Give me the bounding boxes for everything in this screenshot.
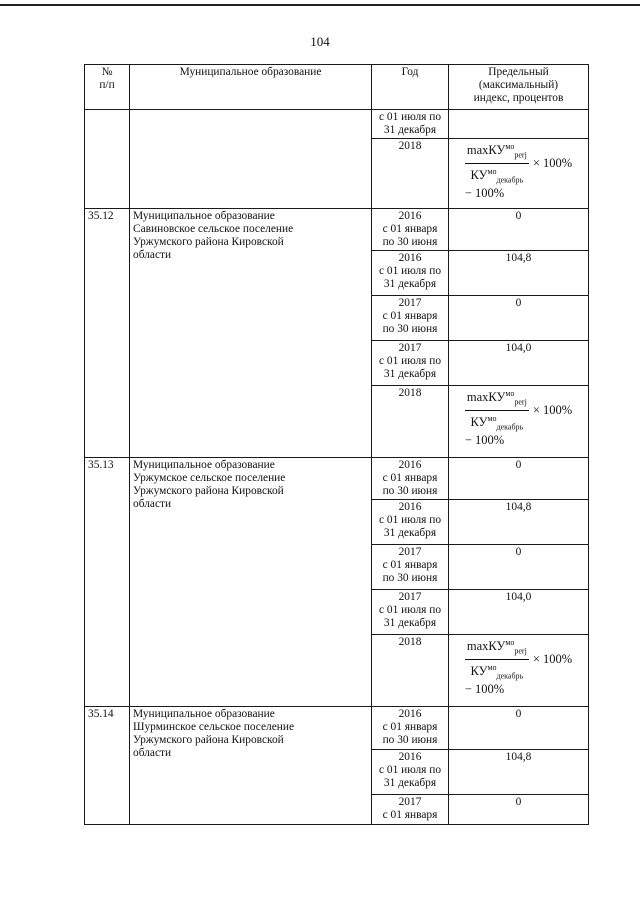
formula-denominator-main: КУ: [470, 167, 488, 182]
cell-municipality-name: Муниципальное образование Савиновское сельское поселение Уржумского района Кировской области: [130, 209, 372, 458]
formula-fraction-line: [465, 636, 572, 682]
table-row: [85, 110, 589, 139]
formula-numerator-sub: perj: [514, 150, 527, 160]
formula-numerator-sub: perj: [514, 646, 527, 656]
cell-max-index: 104,8: [449, 750, 589, 795]
table-row: [85, 209, 589, 251]
formula-minus: − 100%: [464, 682, 505, 697]
formula-multiplier: × 100%: [532, 155, 573, 170]
cell-max-index: 0: [449, 209, 589, 251]
formula-denominator-sub: декабрь: [496, 175, 524, 185]
formula-denominator: [465, 164, 529, 187]
cell-municipality-name: Муниципальное образование Уржумское сельское поселение Уржумского района Кировской области: [130, 458, 372, 707]
formula-numerator-sup: мо: [505, 638, 515, 647]
formula-fraction: [465, 636, 529, 682]
cell-year: 2018: [372, 139, 449, 209]
page-number: 104: [310, 34, 330, 49]
formula-numerator: [465, 140, 529, 164]
header-municipality: Муниципальное образование: [130, 65, 372, 110]
cell-year: 2017 с 01 июля по 31 декабря: [372, 590, 449, 635]
cell-max-index: 104,8: [449, 500, 589, 545]
cell-max-index: 0: [449, 707, 589, 750]
header-max-index: Предельный (максимальный) индекс, процентов: [449, 65, 589, 110]
formula-minus: − 100%: [464, 186, 505, 201]
formula-numerator-main: maxКУ: [466, 390, 506, 405]
formula-denominator-sub: декабрь: [496, 671, 524, 681]
cell-year: 2017 с 01 января по 30 июня: [372, 296, 449, 341]
cell-max-index: [449, 139, 589, 209]
cell-max-index: 104,0: [449, 590, 589, 635]
formula-numerator-main: maxКУ: [466, 143, 506, 158]
tariff-table: [84, 64, 589, 825]
cell-row-number: 35.12: [85, 209, 130, 458]
formula-fraction: [465, 140, 529, 186]
formula-fraction: [465, 387, 529, 433]
formula-denominator-sup: мо: [487, 166, 497, 176]
cell-year: 2017 с 01 июля по 31 декабря: [372, 341, 449, 386]
cell-year: 2016 с 01 июля по 31 декабря: [372, 500, 449, 545]
cell-year: с 01 июля по 31 декабря: [372, 110, 449, 139]
table-row: [85, 458, 589, 500]
cell-max-index: 0: [449, 545, 589, 590]
table-row: [85, 707, 589, 750]
cell-max-index: 104,0: [449, 341, 589, 386]
cell-year: 2016 с 01 июля по 31 декабря: [372, 251, 449, 296]
formula-fraction-line: [465, 387, 572, 433]
cell-year: 2016 с 01 января по 30 июня: [372, 707, 449, 750]
formula-denominator-main: КУ: [470, 414, 488, 429]
formula-denominator-sup: мо: [487, 662, 497, 672]
cell-year: 2016 с 01 июля по 31 декабря: [372, 750, 449, 795]
formula-denominator: [465, 411, 529, 434]
formula-denominator-sup: мо: [487, 413, 497, 423]
top-rule: [0, 4, 640, 6]
cell-max-index: 104,8: [449, 251, 589, 296]
header-year: Год: [372, 65, 449, 110]
cell-year: 2017 с 01 января: [372, 795, 449, 825]
table-body: [85, 110, 589, 825]
formula-denominator-sub: декабрь: [496, 422, 524, 432]
cell-row-number: 35.14: [85, 707, 130, 825]
formula-numerator: [465, 636, 529, 660]
formula-minus: − 100%: [464, 433, 505, 448]
formula-numerator: [465, 387, 529, 411]
formula-numerator-sub: perj: [514, 397, 527, 407]
cell-max-index: [449, 386, 589, 458]
cell-max-index: 0: [449, 296, 589, 341]
header-num: № п/п: [85, 65, 130, 110]
cell-row-number: [85, 110, 130, 209]
cell-max-index: [449, 110, 589, 139]
cell-max-index: 0: [449, 458, 589, 500]
cell-row-number: 35.13: [85, 458, 130, 707]
formula-numerator-main: maxКУ: [466, 639, 506, 654]
cell-year: 2017 с 01 января по 30 июня: [372, 545, 449, 590]
formula-fraction-line: [465, 140, 572, 186]
cell-year: 2018: [372, 386, 449, 458]
formula-denominator: [465, 660, 529, 683]
cell-year: 2016 с 01 января по 30 июня: [372, 458, 449, 500]
formula-denominator-main: КУ: [470, 663, 488, 678]
cell-municipality-name: [130, 110, 372, 209]
index-formula: [465, 140, 572, 200]
formula-multiplier: × 100%: [532, 651, 573, 666]
index-formula: [465, 636, 572, 696]
formula-numerator-sup: мо: [505, 142, 515, 151]
index-formula: [465, 387, 572, 447]
cell-municipality-name: Муниципальное образование Шурминское сельское поселение Уржумского района Кировской области: [130, 707, 372, 825]
formula-numerator-sup: мо: [505, 389, 515, 398]
cell-year: 2016 с 01 января по 30 июня: [372, 209, 449, 251]
table-header-row: [85, 65, 589, 110]
cell-year: 2018: [372, 635, 449, 707]
cell-max-index: [449, 635, 589, 707]
cell-max-index: 0: [449, 795, 589, 825]
formula-multiplier: × 100%: [532, 402, 573, 417]
